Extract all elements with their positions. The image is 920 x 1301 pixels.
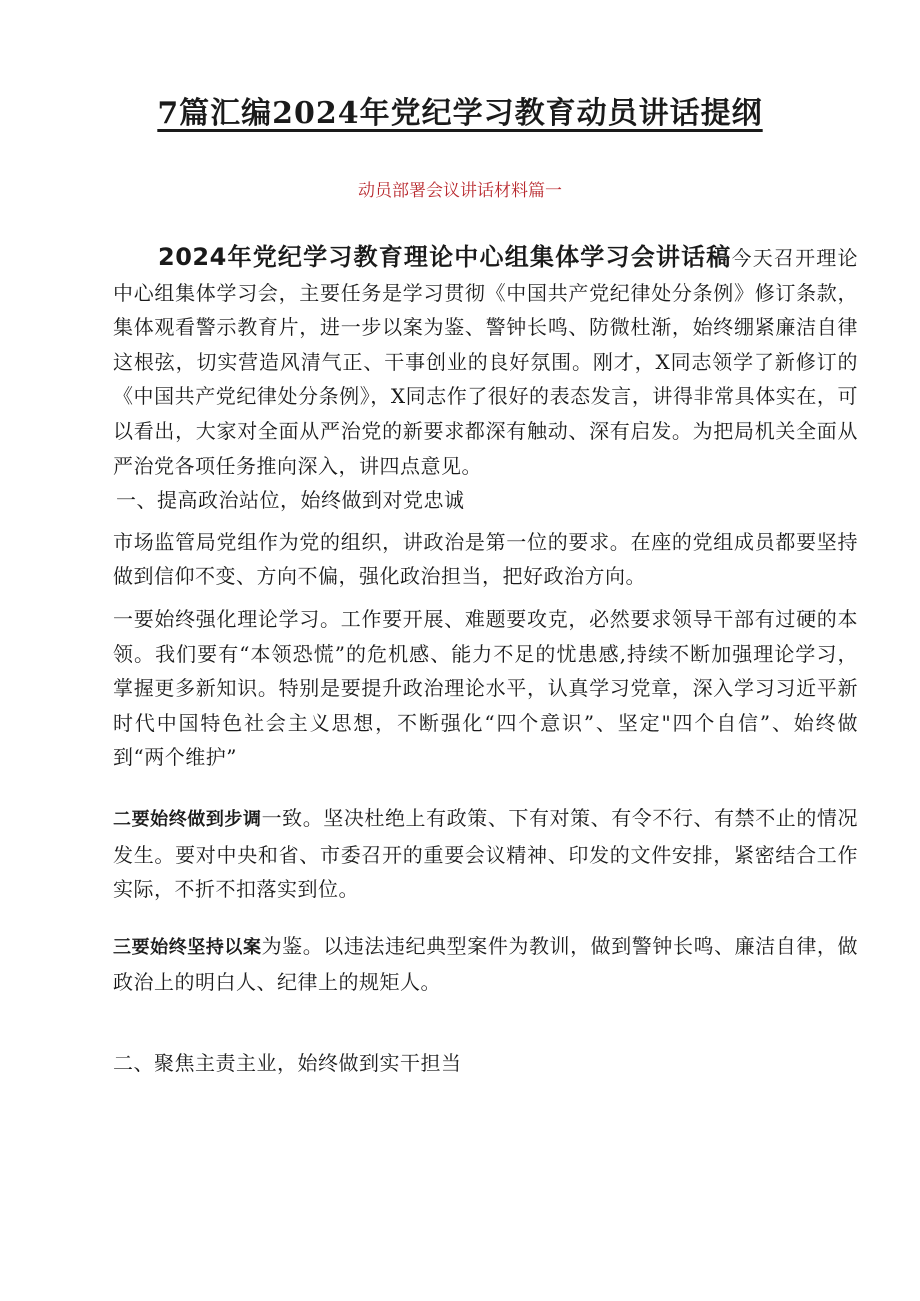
paragraph-3-text: 一致。坚决杜绝上有政策、下有对策、有令不行、有禁不止的情况发生。要对中央和省、市委召开的重要会议精神、印发的文件安排，紧密结合工作实际，不折不扣落实到位。 (113, 805, 859, 902)
paragraph-1: 市场监管局党组作为党的组织，讲政治是第一位的要求。在座的党组成员都要坚持做到信仰不变、方向不偏，强化政治担当，把好政治方向。 (113, 529, 858, 589)
paragraph-2: 一要始终强化理论学习。工作要开展、难题要攻克，必然要求领导干部有过硬的本领。我们要有“本领恐慌”的危机感、能力不足的忧患感,持续不断加强理论学习，掌握更多新知识。特别是要提升政治理论水平，认真学习党章，深入学习习近平新时代中国特色社会主义思想，不断强化“四个意识”、坚定"四个自信”、始终做到“两个维护” (113, 606, 858, 770)
heading-2: 二、聚焦主责主业，始终做到实干担当 (113, 1050, 462, 1075)
intro-paragraph (113, 240, 858, 483)
heading-1: 一、提高政治站位，始终做到对党忠诚 (116, 488, 465, 513)
paragraph-4 (113, 929, 858, 1000)
section-label: 动员部署会议讲话材料篇一 (358, 181, 562, 201)
document-title: 7篇汇编2024年党纪学习教育动员讲话提纲 (157, 96, 763, 131)
paragraph-4-text: 为鉴。以违法违纪典型案件为教训，做到警钟长鸣、廉洁自律，做政治上的明白人、纪律上的规矩人。 (113, 933, 859, 995)
paragraph-3 (113, 801, 858, 907)
paragraph-4-lead: 三要始终坚持以案 (113, 936, 262, 958)
paragraph-3-lead: 二要始终做到步调 (113, 808, 262, 830)
document-body (113, 240, 858, 1080)
intro-text: 今天召开理论中心组集体学习会，主要任务是学习贯彻《中国共产党纪律处分条例》修订条款，集体观看警示教育片，进一步以案为鉴、警钟长鸣、防微杜渐，始终绷紧廉洁自律这根弦，切实营造风清气正、干事创业的良好氛围。刚才，X同志领学了新修订的《中国共产党纪律处分条例》，X同志作了很好的表态发言，讲得非常具体实在，可以看出，大家对全面从严治党的新要求都深有触动、深有启发。为把局机关全面从严治党各项任务推向深入，讲四点意见。 (113, 246, 859, 478)
intro-lead: 2024年党纪学习教育理论中心组集体学习会讲话稿 (158, 243, 732, 271)
